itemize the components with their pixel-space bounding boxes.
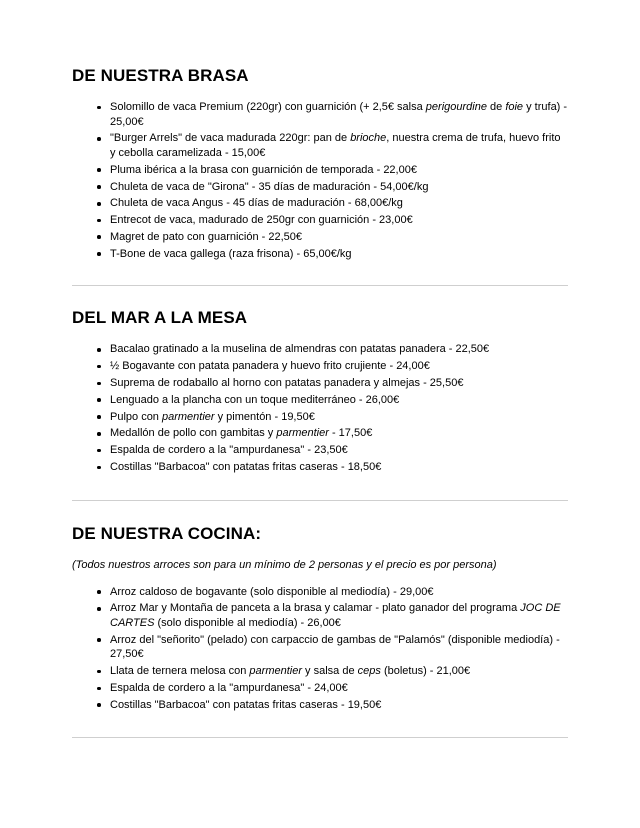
menu-item-text: T-Bone de vaca gallega (raza frisona) - 65,00€/kg [110,247,352,260]
menu-item-emphasis: parmentier [161,410,215,423]
menu-item-text: de [486,101,506,113]
menu-item [72,443,568,458]
menu-item-text: y salsa de [302,665,358,678]
menu-item [72,698,568,713]
menu-item-text: Arroz caldoso de bogavante (solo disponible al mediodía) - 29,00€ [110,585,434,598]
menu-item-text: Espalda de cordero a la "ampurdanesa" - 24,00€ [110,682,348,694]
section-note-arroces: (Todos nuestros arroces son para un mínimo de 2 personas y el precio es por persona) [72,558,497,571]
menu-item [72,196,568,211]
menu-item [72,131,568,160]
section-heading-de-nuestra-cocina: DE NUESTRA COCINA: [72,523,262,543]
menu-item-text: Lenguado a la plancha con un toque mediterráneo - 26,00€ [110,393,400,406]
menu-item-emphasis: brioche [350,132,387,145]
menu-item-text: (solo disponible al mediodía) - 26,00€ [154,617,341,630]
menu-item-text: , nuestra crema de trufa, huevo frito y cebolla caramelizada - 15,00€ [110,132,561,159]
menu-item [72,100,568,129]
menu-item-text: Espalda de cordero a la "ampurdanesa" - 23,50€ [110,444,348,457]
menu-item-emphasis: parmentier [276,427,329,440]
menu-item-text: - 17,50€ [328,427,373,440]
menu-item-text: Costillas "Barbacoa" con patatas fritas caseras - 18,50€ [110,460,382,473]
menu-item [72,585,568,600]
menu-item [72,410,568,425]
menu-item-text: y pimentón - 19,50€ [214,410,315,423]
section-gap [72,477,568,500]
menu-item [72,633,568,662]
menu-item-list-de-nuestra-cocina [72,585,568,713]
section-gap [72,286,568,308]
menu-section-del-mar-a-la-mesa [72,308,568,474]
menu-item [72,247,568,262]
menu-item-text: Medallón de pollo con gambitas y [110,427,277,440]
section-heading-del-mar-a-la-mesa: DEL MAR A LA MESA [72,308,248,328]
menu-item-text: Entrecot de vaca, madurado de 250gr con guarnición - 23,00€ [110,214,413,227]
section-gap [72,715,568,737]
section-separator-3 [72,737,568,738]
menu-item-text: Solomillo de vaca Premium (220gr) con guarnición (+ 2,5€ salsa [110,101,426,113]
menu-item [72,213,568,228]
menu-item-text: Pluma ibérica a la brasa con guarnición de temporada - 22,00€ [110,163,417,176]
menu-item-text: Arroz del "señorito" (pelado) con carpaccio de gambas de "Palamós" (disponible mediodía) - 27,50€ [110,633,560,661]
menu-item-text: Suprema de rodaballo al horno con patatas panadera y almejas - 25,50€ [110,377,464,389]
menu-item-list-del-mar-a-la-mesa [72,342,568,474]
menu-section-de-nuestra-cocina [72,524,568,713]
menu-item [72,230,568,245]
menu-section-de-nuestra-brasa [72,66,568,261]
menu-item-text: Magret de pato con guarnición - 22,50€ [110,230,303,243]
menu-item-emphasis: perigourdine [425,101,487,113]
menu-item-text: Costillas "Barbacoa" con patatas fritas caseras - 19,50€ [110,698,382,711]
menu-item [72,180,568,195]
menu-item [72,393,568,408]
menu-item-text: Bacalao gratinado a la muselina de almendras con patatas panadera - 22,50€ [110,343,490,356]
section-gap [72,501,568,524]
menu-item-text: Chuleta de vaca de "Girona" - 35 días de maduración - 54,00€/kg [110,180,429,193]
menu-item [72,163,568,178]
menu-item-text: Chuleta de vaca Angus - 45 días de maduración - 68,00€/kg [110,197,403,210]
menu-item [72,376,568,391]
menu-item-text: Pulpo con [110,410,162,423]
menu-item-list-de-nuestra-brasa [72,100,568,261]
menu-item [72,359,568,374]
menu-item [72,460,568,475]
menu-item-text: Arroz Mar y Montaña de panceta a la brasa y calamar - plato ganador del programa [110,602,521,615]
top-spacer [72,0,568,66]
menu-item [72,601,568,630]
section-gap [72,263,568,285]
menu-item-emphasis: foie [505,101,524,113]
menu-item [72,342,568,357]
menu-item [72,664,568,679]
menu-item-emphasis: parmentier [249,665,302,678]
menu-item [72,426,568,441]
menu-item-text: "Burger Arrels" de vaca madurada 220gr: pan de [110,132,351,145]
menu-item [72,681,568,696]
menu-item-text: y trufa) - 25,00€ [110,101,568,128]
menu-item-text: Llata de ternera melosa con [110,665,250,678]
section-heading-de-nuestra-brasa: DE NUESTRA BRASA [72,66,249,85]
menu-item-text: ½ Bogavante con patata panadera y huevo frito crujiente - 24,00€ [110,360,430,373]
menu-item-text: (boletus) - 21,00€ [380,665,471,678]
menu-item-emphasis: ceps [357,665,381,678]
menu-item-emphasis: JOC DE CARTES [110,602,561,630]
